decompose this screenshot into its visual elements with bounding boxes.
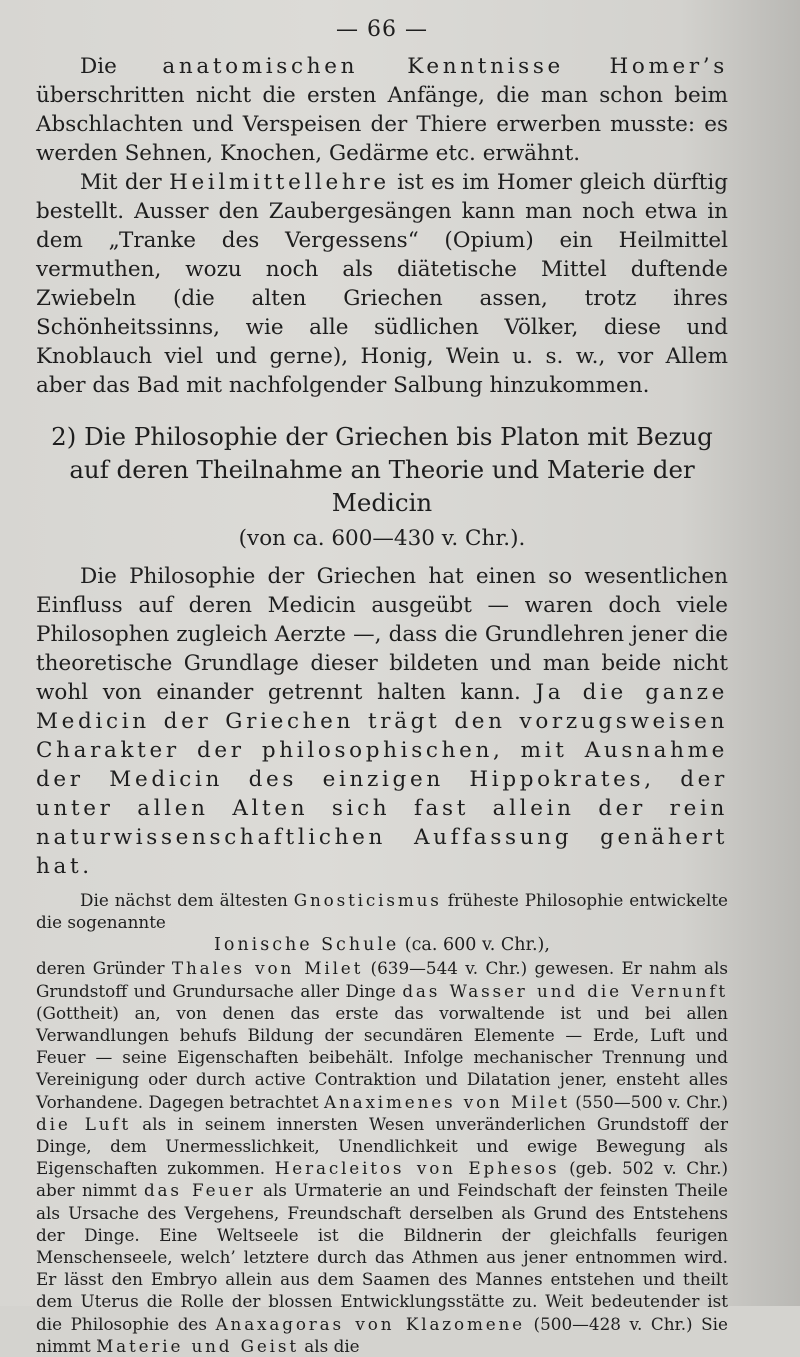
subheading-ionic-school: Ionische Schule (ca. 600 v. Chr.), [214, 935, 550, 956]
page-number: — 66 — [336, 17, 428, 42]
emphasis-gnosticismus: Gnosticismus [293, 890, 442, 910]
paragraph-anatomy: Die anatomischen Kenntnisse Homer’s überschritten nicht die ersten Anfänge, die man schon beim Abschlachten und Verspeisen der Thiere erwerben musste: es werden Sehnen, Knochen, Gedärme etc. erwähnt. [36, 54, 728, 166]
section-dates: (von ca. 600—430 v. Chr.). [238, 526, 526, 551]
emphasis-feuer: das Feuer [143, 1180, 256, 1201]
emphasis-heracleitos: Heracleitos von Ephesos [274, 1158, 560, 1179]
emphasis-wasser-vernunft: das Wasser und die Vernunft [402, 980, 728, 1001]
paragraph-heilmittel: Mit der Heilmittellehre ist es im Homer gleich dürftig bestellt. Ausser den Zaubergesängen kann man noch etwa in dem „Tranke des Vergessens“ (Opium) ein Heilmittel vermuthen, wozu noch als diätetische Mittel duftende Zwiebeln (die alten Griechen assen, trotz ihres Schönheitssinns, wie alle südlichen Völker, diese und Knoblauch viel und gerne), Honig, Wein u. s. w., vor Allem aber das Bad mit nachfolgender Salbung hinzukommen. [36, 170, 728, 398]
paragraph-ionic-school: deren Gründer Thales von Milet (639—544 v. Chr.) gewesen. Er nahm als Grundstoff und Grundursache aller Dinge das Wasser und die Vernunft (Gottheit) an, von denen das erste das vorwaltende ist und bei allen Verwandlungen behufs Bildung der secundären Elemente — Erde, Luft und Feuer — seine Eigenschaften beibehält. Infolge mechanischer Trennung und Vereinigung oder durch active Contraktion und Dilatation jener, ensteht alles Vorhandene. Dagegen betrachtet Anaximenes von Milet (550—500 v. Chr.) die Luft als in seinem innersten Wesen unveränderlichen Grundstoff der Dinge, dem Unermesslichkeit, Unendlichkeit und ewige Bewegung als Eigenschaften zukommen. Heracleitos von Ephesos (geb. 502 v. Chr.) aber nimmt das Feuer als Urmaterie an und Feindschaft der feinsten Theile als Ursache des Vergehens, Freundschaft derselben als Grund des Entstehens der Dinge. Eine Weltseele ist die Bildnerin der gleichfalls feurigen Menschenseele, welch’ letztere durch das Athmen aus jener entnommen wird. Er lässt den Embryo allein aus dem Saamen des Mannes entstehen und theilt dem Uterus die Rolle der blossen Entwicklungsstätte zu. Weit bedeutender ist die Philosophie des Anaxagoras von Klazomene (500—428 v. Chr.) Sie nimmt Materie und Geist als die [36, 958, 729, 1356]
emphasis-ganze-medicin: Ja die ganze Medicin der Griechen trägt den vorzugsweisen Charakter der philosophischen, mit Ausnahme der Medicin des einzigen Hippokrates, der unter allen Alten sich fast allein der rein naturwissenschaftlichen Auffassung genähert hat. [36, 680, 728, 879]
paragraph-gnosticism: Die nächst dem ältesten Gnosticismus früheste Philosophie entwickelte die sogenannte [36, 890, 728, 933]
section-heading: 2) Die Philosophie der Griechen bis Platon mit Bezug auf deren Theilnahme an Theorie und Materie der Medicin [51, 422, 713, 517]
emphasis-heilmittellehre: Heilmittellehre [169, 170, 390, 195]
emphasis-anaximenes: Anaximenes von Milet [323, 1091, 570, 1112]
emphasis-homer: Homer’s [609, 54, 728, 79]
emphasis-thales: Thales von Milet [171, 958, 364, 979]
emphasis-materie-geist: Materie und Geist [96, 1335, 299, 1356]
emphasis-luft: die Luft [36, 1113, 132, 1134]
emphasis-anaxagoras: Anaxagoras von Klazomene [215, 1313, 525, 1334]
emphasis-anatomische-kenntnisse: anatomischen Kenntnisse [162, 54, 564, 79]
paragraph-philosophy: Die Philosophie der Griechen hat einen so wesentlichen Einfluss auf deren Medicin ausgeübt — waren doch viele Philosophen zugleich Aerzte —, dass die Grundlehren jener die theoretische Grundlage dieser bildeten und man beide nicht wohl von einander getrennt halten kann. Ja die ganze Medicin der Griechen trägt den vorzugsweisen Charakter der philosophischen, mit Ausnahme der Medicin des einzigen Hippokrates, der unter allen Alten sich fast allein der rein naturwissenschaftlichen Auffassung genähert hat. [36, 564, 728, 879]
